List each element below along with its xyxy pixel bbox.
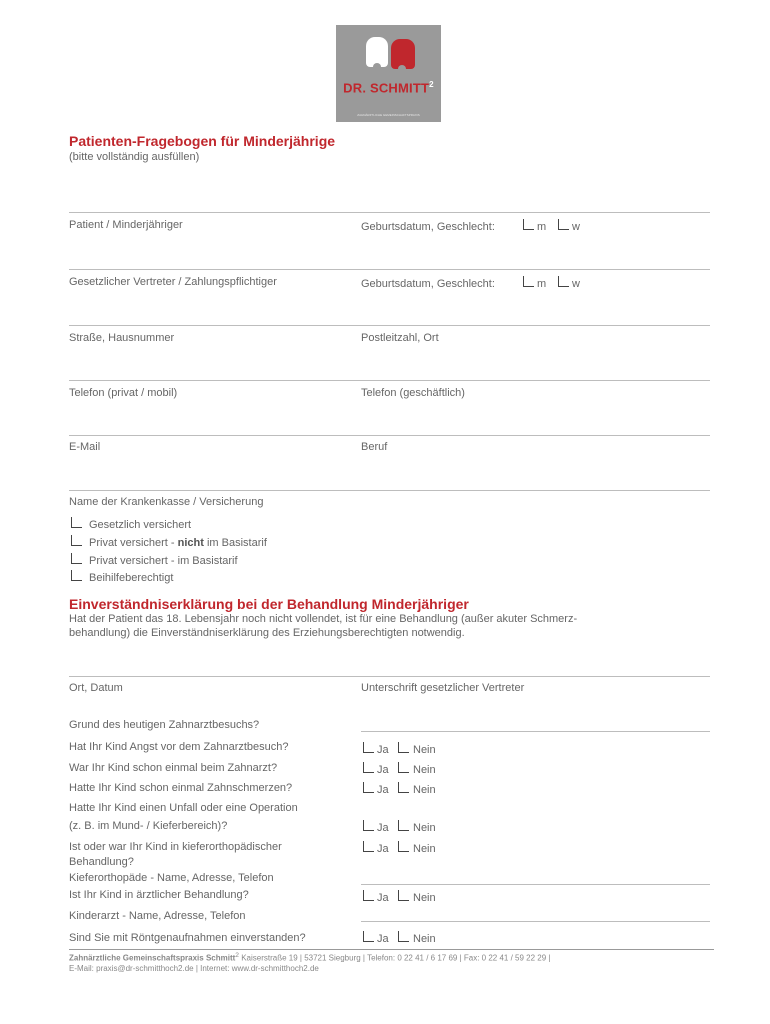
strasse-label: Straße, Hausnummer: [69, 332, 175, 344]
nein-label: Nein: [413, 892, 436, 904]
nein-label: Nein: [413, 933, 436, 945]
beruf-label: Beruf: [361, 441, 388, 453]
email-label: E-Mail: [69, 441, 101, 453]
field-line: [69, 676, 710, 677]
privat-nicht-basis-label: Privat versichert - nicht im Basistarif: [89, 537, 267, 549]
ja-label: Ja: [377, 843, 389, 855]
field-line: [69, 269, 710, 270]
roentgen-nein-checkbox[interactable]: [398, 931, 409, 942]
birth-gender-label: Geburtsdatum, Geschlecht:: [361, 278, 495, 290]
schon-label: War Ihr Kind schon einmal beim Zahnarzt?: [69, 762, 278, 774]
privat-basis-label: Privat versichert - im Basistarif: [89, 555, 238, 567]
schon-ja-checkbox[interactable]: [363, 762, 374, 773]
gesetzlich-checkbox[interactable]: [71, 517, 82, 528]
gender-w-checkbox[interactable]: [558, 219, 569, 230]
roentgen-label: Sind Sie mit Röntgenaufnahmen einverstanden?: [69, 932, 306, 944]
aerztlich-ja-checkbox[interactable]: [363, 890, 374, 901]
gender-w-label: w: [572, 278, 580, 290]
gender-m-label: m: [537, 221, 547, 233]
consent-title: Einverständniserklärung bei der Behandlung Minderjähriger: [69, 596, 469, 612]
privat-nicht-basis-checkbox[interactable]: [71, 535, 82, 546]
nein-label: Nein: [413, 822, 436, 834]
kfo-label-1: Ist oder war Ihr Kind in kieferorthopädischer: [69, 841, 282, 853]
answer-line: [361, 731, 710, 732]
schmerzen-nein-checkbox[interactable]: [398, 782, 409, 793]
privat-basis-checkbox[interactable]: [71, 553, 82, 564]
aerztlich-label: Ist Ihr Kind in ärztlicher Behandlung?: [69, 889, 249, 901]
gender-w-checkbox[interactable]: [558, 276, 569, 287]
schon-nein-checkbox[interactable]: [398, 762, 409, 773]
kfo-label-2: Behandlung?: [69, 856, 134, 868]
aerztlich-nein-checkbox[interactable]: [398, 890, 409, 901]
ort-datum-label: Ort, Datum: [69, 682, 123, 694]
unfall-nein-checkbox[interactable]: [398, 820, 409, 831]
beihilfe-checkbox[interactable]: [71, 570, 82, 581]
kinderarzt-label: Kinderarzt - Name, Adresse, Telefon: [69, 910, 246, 922]
field-line: [69, 325, 710, 326]
gender-m-label: m: [537, 278, 547, 290]
logo-brand: DR. SCHMITT$^2$: [343, 80, 434, 96]
tel-geschaeft-label: Telefon (geschäftlich): [361, 387, 465, 399]
ja-label: Ja: [377, 744, 389, 756]
answer-line: [361, 884, 710, 885]
ja-label: Ja: [377, 764, 389, 776]
consent-text-1: Hat der Patient das 18. Lebensjahr noch nicht vollendet, ist für eine Behandlung (außer akuter Schmerz-: [69, 613, 578, 625]
tel-privat-label: Telefon (privat / mobil): [69, 387, 178, 399]
footer-address: Zahnärztliche Gemeinschaftspraxis Schmitt$^2$ Kaiserstraße 19 | 53721 Siegburg | Telefon: 0 22 41 / 6 17 69 | Fax: 0 22 41 / 59 22 29 |: [69, 952, 551, 963]
nein-label: Nein: [413, 744, 436, 756]
answer-line: [361, 921, 710, 922]
gender-m-checkbox[interactable]: [523, 276, 534, 287]
plz-label: Postleitzahl, Ort: [361, 332, 439, 344]
nein-label: Nein: [413, 764, 436, 776]
ja-label: Ja: [377, 822, 389, 834]
schmerzen-label: Hatte Ihr Kind schon einmal Zahnschmerzen?: [69, 782, 293, 794]
tooth-white-icon: [366, 37, 388, 67]
ja-label: Ja: [377, 892, 389, 904]
footer-contact: E-Mail: praxis@dr-schmitthoch2.de | Internet: www.dr-schmitthoch2.de: [69, 964, 319, 973]
tooth-red-icon: [391, 39, 415, 69]
beihilfe-label: Beihilfeberechtigt: [89, 572, 174, 584]
unfall-ja-checkbox[interactable]: [363, 820, 374, 831]
logo-tagline: ZAHNÄRZTLICHE GEMEINSCHAFTSPRAXIS: [357, 113, 420, 116]
gender-m-checkbox[interactable]: [523, 219, 534, 230]
angst-ja-checkbox[interactable]: [363, 742, 374, 753]
kasse-label: Name der Krankenkasse / Versicherung: [69, 496, 264, 508]
form-subtitle: (bitte vollständig ausfüllen): [69, 151, 200, 163]
birth-gender-label: Geburtsdatum, Geschlecht:: [361, 221, 495, 233]
gender-w-label: w: [572, 221, 580, 233]
form-title: Patienten-Fragebogen für Minderjährige: [69, 133, 336, 149]
field-line: [69, 490, 710, 491]
angst-nein-checkbox[interactable]: [398, 742, 409, 753]
patient-label: Patient / Minderjähriger: [69, 219, 183, 231]
nein-label: Nein: [413, 843, 436, 855]
kfo-name-label: Kieferorthopäde - Name, Adresse, Telefon: [69, 872, 274, 884]
field-line: [69, 380, 710, 381]
gesetzlich-label: Gesetzlich versichert: [89, 519, 192, 531]
schmerzen-ja-checkbox[interactable]: [363, 782, 374, 793]
unfall-label-2: (z. B. im Mund- / Kieferbereich)?: [69, 820, 228, 832]
unfall-label-1: Hatte Ihr Kind einen Unfall oder eine Operation: [69, 802, 298, 814]
ja-label: Ja: [377, 933, 389, 945]
field-line: [69, 212, 710, 213]
grund-label: Grund des heutigen Zahnarztbesuchs?: [69, 719, 260, 731]
vertreter-label: Gesetzlicher Vertreter / Zahlungspflichtiger: [69, 276, 277, 288]
field-line: [69, 435, 710, 436]
kfo-ja-checkbox[interactable]: [363, 841, 374, 852]
footer-divider: [69, 949, 714, 950]
unterschrift-label: Unterschrift gesetzlicher Vertreter: [361, 682, 525, 694]
practice-logo: [336, 25, 441, 122]
ja-label: Ja: [377, 784, 389, 796]
roentgen-ja-checkbox[interactable]: [363, 931, 374, 942]
angst-label: Hat Ihr Kind Angst vor dem Zahnarztbesuch?: [69, 741, 289, 753]
consent-text-2: behandlung) die Einverständniserklärung des Erziehungsberechtigten notwendig.: [69, 627, 465, 639]
kfo-nein-checkbox[interactable]: [398, 841, 409, 852]
nein-label: Nein: [413, 784, 436, 796]
